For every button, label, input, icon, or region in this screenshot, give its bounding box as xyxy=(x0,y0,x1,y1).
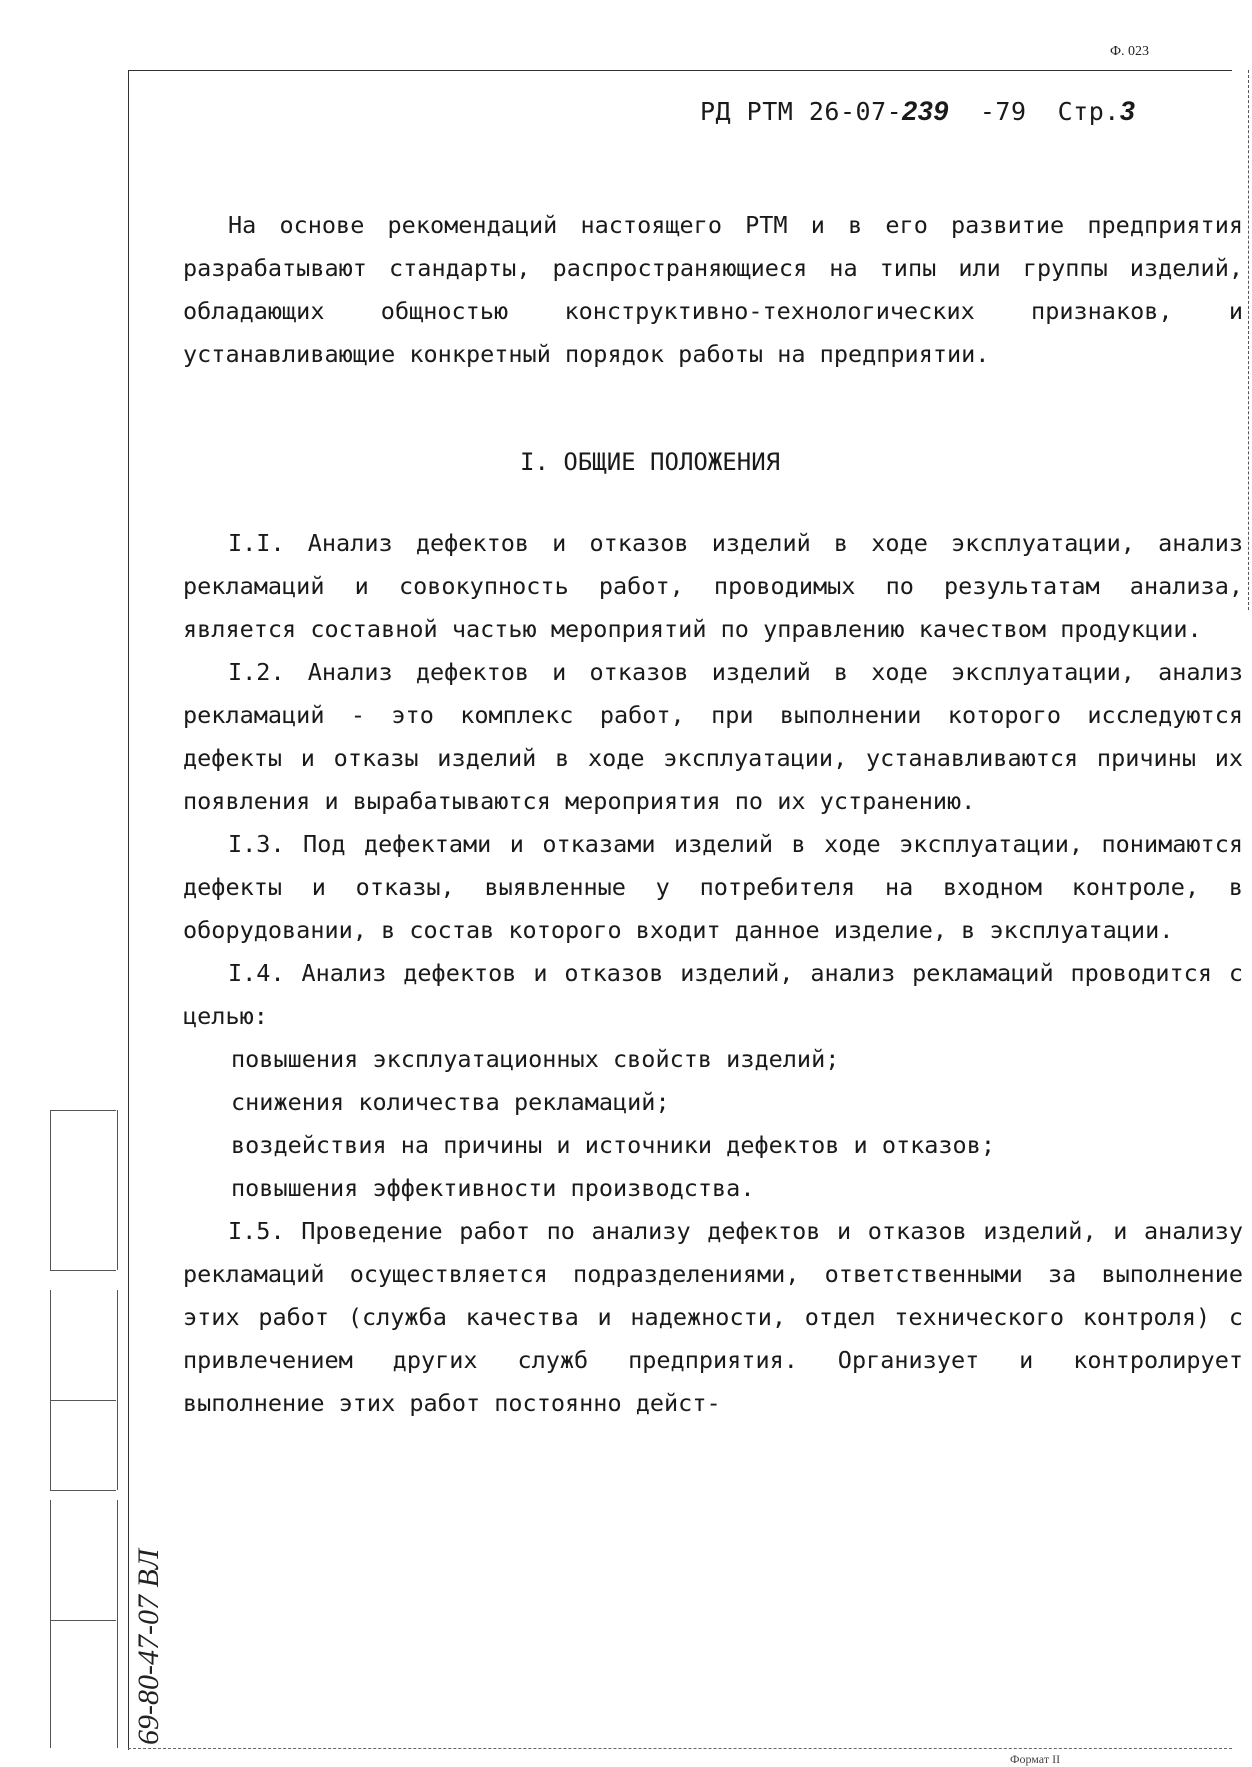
form-code: Ф. 023 xyxy=(1110,44,1150,59)
intro-block xyxy=(183,204,1243,376)
stamp-divider xyxy=(50,1270,116,1271)
paragraph-1-5: I.5. Проведение работ по анализу дефектов и отказов изделий, и анализу рекламаций осуществляется подразделениями, ответственными за выполнение этих работ (служба качества и надежности, отдел технического контроля) с привлечением других служб предприятия. Организует и контролирует выполнение этих работ постоянно дейст- xyxy=(183,1217,1243,1417)
page-number: 3 xyxy=(1119,96,1136,126)
page-header xyxy=(700,96,1135,127)
frame-bottom-line xyxy=(128,1748,1232,1749)
doc-prefix: РД РТМ 26-07- xyxy=(700,97,903,126)
intro-paragraph: На основе рекомендаций настоящего РТМ и в его развитие предприятия разрабатывают стандарты, распространяющиеся на типы или группы изделий, обладающих общностью конструктивно-технологических признаков, и устанавливающие конкретный порядок работы на предприятии. xyxy=(183,211,1243,368)
footer-format-label: Формат II xyxy=(1010,1752,1061,1766)
left-stamp-column xyxy=(50,0,165,1761)
stamp-box xyxy=(50,1500,118,1748)
stamp-divider xyxy=(50,1400,116,1401)
goal-item: повышения эффективности производства. xyxy=(231,1174,755,1202)
doc-suffix: -79 xyxy=(979,97,1027,126)
goal-item: снижения количества рекламаций; xyxy=(231,1088,670,1116)
page-label: Стр. xyxy=(1057,97,1120,126)
goal-item: повышения эксплуатационных свойств изделий; xyxy=(231,1045,840,1073)
doc-number: 239 xyxy=(902,96,949,126)
paragraph-1-3: I.3. Под дефектами и отказами изделий в ходе эксплуатации, понимаются дефекты и отказы, выявленные у потребителя на входном контроле, в оборудовании, в состав которого входит данное изделие, в эксплуатации. xyxy=(183,830,1243,944)
stamp-box xyxy=(50,1110,118,1270)
stamp-divider xyxy=(50,1620,116,1621)
stamp-divider xyxy=(50,1110,116,1111)
inventory-number: 69-80-47-07 ВЛ xyxy=(132,1548,165,1745)
paragraph-1-2: I.2. Анализ дефектов и отказов изделий в ходе эксплуатации, анализ рекламаций - это комплекс работ, при выполнении которого исследуются дефекты и отказы изделий в ходе эксплуатации, устанавливаются причины их появления и вырабатываются мероприятия по их устранению. xyxy=(183,658,1243,815)
stamp-divider xyxy=(50,1490,116,1491)
main-text xyxy=(183,522,1243,1425)
paragraph-1-1: I.I. Анализ дефектов и отказов изделий в ходе эксплуатации, анализ рекламаций и совокупность работ, проводимых по результатам анализа, является составной частью мероприятий по управлению качеством продукции. xyxy=(183,529,1243,643)
paragraph-1-4: I.4. Анализ дефектов и отказов изделий, анализ рекламаций проводится с целью: xyxy=(183,959,1243,1030)
frame-top-line xyxy=(128,70,1232,71)
goal-item: воздействия на причины и источники дефектов и отказов; xyxy=(231,1131,996,1159)
frame-right-line xyxy=(1248,70,1249,610)
stamp-box xyxy=(50,1290,118,1490)
section-title: I. ОБЩИЕ ПОЛОЖЕНИЯ xyxy=(520,448,781,476)
frame-left-line xyxy=(128,70,129,1750)
